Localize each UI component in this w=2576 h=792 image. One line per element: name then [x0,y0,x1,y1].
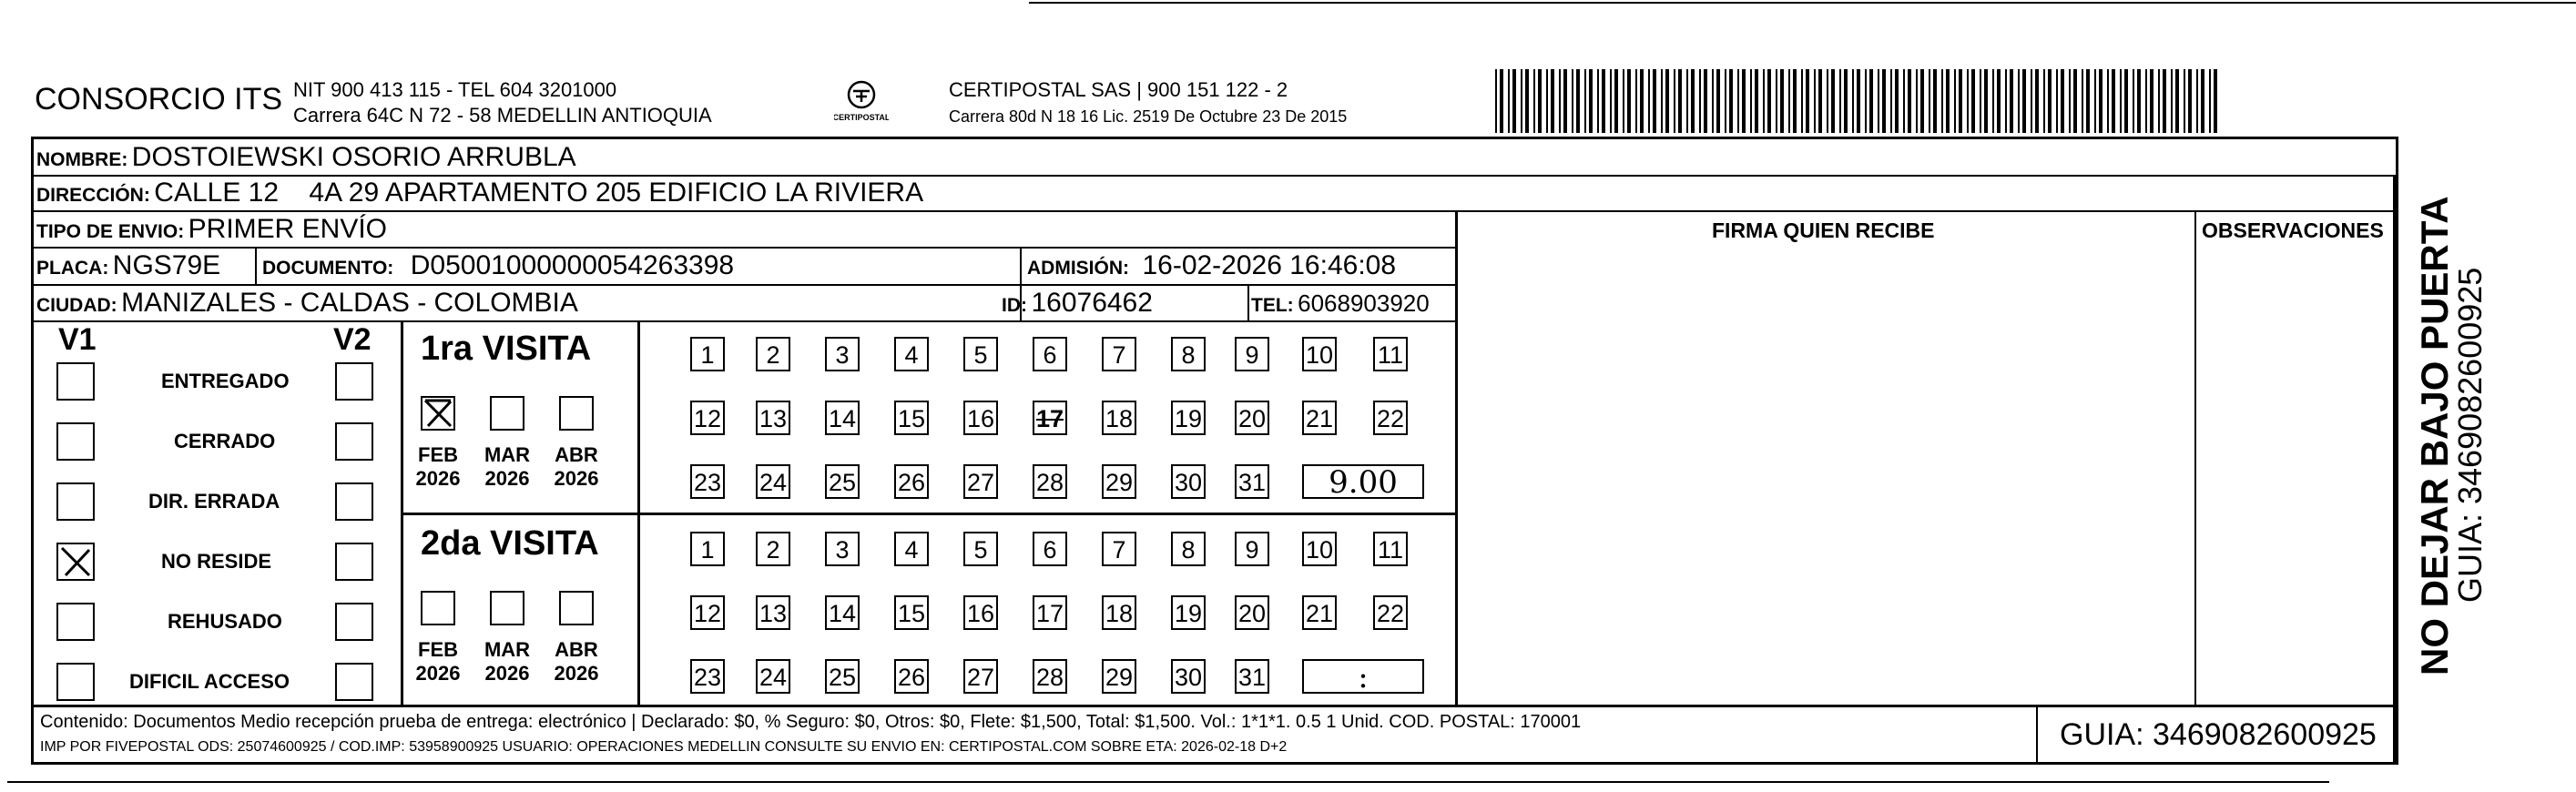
day-box[interactable]: 9 [1235,532,1269,566]
month-year: 2026 [554,467,599,490]
time-box[interactable]: : [1302,659,1424,694]
time-box[interactable]: 9.00 [1302,464,1424,499]
barcode-bar [1508,69,1510,133]
barcode-bar [1635,69,1637,133]
barcode-bar [1806,69,1809,133]
day-box[interactable]: 13 [756,401,790,435]
day-box[interactable]: 3 [825,337,860,371]
direccion-field [36,178,923,208]
ciudad-label: CIUDAD: [36,295,117,316]
month-checkbox[interactable] [421,591,455,625]
barcode-bar [1878,69,1879,133]
barcode-bar [1929,69,1930,133]
id-label: ID: [1002,295,1027,316]
barcode-bar [1916,69,1918,133]
barcode-bar [1852,69,1854,133]
barcode-bar [1793,69,1797,133]
barcode-bar [2137,69,2141,133]
side-divider [2393,175,2396,765]
admision-label: ADMISIÓN: [1027,258,1129,279]
day-box[interactable]: 22 [1373,401,1408,435]
barcode-bar [1559,69,1561,133]
barcode-bar [1533,69,1535,133]
barcode-bar [1908,69,1911,133]
barcode-bar [1992,69,1994,133]
barcode-bar [1551,69,1554,133]
placa-divider [255,247,257,284]
month-label [549,443,604,491]
tel-divider [1247,284,1249,320]
row-divider [31,320,1455,322]
barcode-bar [1844,69,1848,133]
barcode-bar [2201,69,2204,133]
day-box[interactable]: 8 [1171,337,1206,371]
day-box[interactable]: 30 [1171,659,1206,694]
barcode-bar [1903,69,1905,133]
day-box[interactable]: 10 [1302,532,1337,566]
v1-checkbox[interactable] [56,362,95,401]
barcode-bar [1755,69,1758,133]
barcode-bar [2010,69,2013,133]
day-box[interactable]: 9 [1235,337,1269,371]
barcode-bar [1610,69,1612,133]
visit-divider [401,513,1455,515]
month-name: ABR [555,638,598,661]
barcode-bar [2048,69,2052,133]
barcode-bar [1959,69,1962,133]
barcode-bar [1665,69,1669,133]
barcode-bar [2107,69,2109,133]
status-option-label: REHUSADO [168,610,282,633]
barcode-bar [1839,69,1841,133]
barcode-bar [2175,69,2179,133]
barcode-bar [1563,69,1567,133]
day-box[interactable]: 21 [1302,401,1337,435]
day-box[interactable]: 27 [963,659,998,694]
v1-checkbox[interactable] [56,543,95,581]
month-checkbox[interactable] [559,591,594,625]
day-box[interactable]: 28 [1033,659,1067,694]
footer-divider [31,705,2398,707]
barcode-bar [1538,69,1542,133]
direccion-value: CALLE 12 4A 29 APARTAMENTO 205 EDIFICIO LA RIVIERA [154,178,924,208]
day-box[interactable]: 20 [1235,401,1269,435]
company-info-line1: NIT 900 413 115 - TEL 604 3201000 [293,78,617,101]
obs-divider [2194,210,2196,705]
month-year: 2026 [484,467,530,490]
barcode-bar [2145,69,2147,133]
row-divider [31,175,2398,177]
day-box[interactable]: 30 [1171,464,1206,499]
barcode-bar [1865,69,1867,133]
barcode-bar [2184,69,2185,133]
barcode-bar [1742,69,1746,133]
barcode-bar [1971,69,1975,133]
tipo-envio-value: PRIMER ENVÍO [188,214,388,244]
barcode-bar [1576,69,1580,133]
day-box[interactable]: 7 [1102,337,1136,371]
barcode-bar [1857,69,1860,133]
barcode-bar [1704,69,1707,133]
day-box[interactable]: 13 [756,595,790,630]
barcode-bar [1716,69,1720,133]
barcode-bar [2031,69,2032,133]
month-checkbox[interactable] [421,396,455,431]
day-box[interactable]: 27 [963,464,998,499]
day-box[interactable]: 19 [1171,401,1206,435]
admision-value: 16-02-2026 16:46:08 [1142,250,1397,280]
day-box[interactable]: 5 [963,337,998,371]
barcode-bar [2150,69,2153,133]
barcode-bar [1546,69,1548,133]
day-box[interactable]: 16 [963,595,998,630]
footer-guia: GUIA: 3469082600925 [2060,717,2377,752]
day-box[interactable]: 14 [825,595,860,630]
barcode-bar [1699,69,1701,133]
day-box[interactable]: 12 [690,401,725,435]
month-year: 2026 [415,662,461,685]
day-box[interactable]: 5 [963,532,998,566]
barcode-bar [1640,69,1644,133]
day-box[interactable]: 23 [690,659,725,694]
firma-header: FIRMA QUIEN RECIBE [1712,218,1935,242]
nombre-value: DOSTOIEWSKI OSORIO ARRUBLA [131,142,576,172]
barcode-bar [2099,69,2103,133]
barcode-bar [1750,69,1752,133]
ciudad-value: MANIZALES - CALDAS - COLOMBIA [121,288,578,318]
month-label [480,638,535,685]
barcode-bar [2022,69,2026,133]
day-box[interactable]: 15 [894,401,929,435]
company-name: CONSORCIO ITS [35,82,283,117]
barcode-bar [1525,69,1529,133]
day-box[interactable]: 8 [1171,532,1206,566]
day-box[interactable]: 20 [1235,595,1269,630]
v1-checkbox[interactable] [56,422,95,461]
barcode-bar [1661,69,1663,133]
barcode-bar [1712,69,1714,133]
barcode-bar [1767,69,1771,133]
day-box[interactable]: 10 [1302,337,1337,371]
barcode-bar [2056,69,2058,133]
month-name: MAR [484,443,531,466]
barcode-bar [1831,69,1835,133]
day-box[interactable]: 1 [690,532,725,566]
id-value: 16076462 [1031,288,1153,318]
day-box[interactable]: 2 [756,532,790,566]
day-box[interactable]: 23 [690,464,725,499]
barcode-bar [1584,69,1586,133]
barcode-bar [2124,69,2128,133]
month-year: 2026 [415,467,461,490]
day-box[interactable]: 11 [1373,532,1408,566]
day-box[interactable]: 24 [756,464,790,499]
day-box[interactable]: 11 [1373,337,1408,371]
barcode-bar [2086,69,2090,133]
footer-print-line: IMP POR FIVEPOSTAL ODS: 25074600925 / COD.IMP: 53958900925 USUARIO: OPERACIONES MEDELLIN CONSULTE SU ENVIO EN: CERTIPOSTAL.COM SOBRE ETA: 2026-02-18 D+2 [40,739,1288,755]
day-box[interactable]: 16 [963,401,998,435]
barcode-bar [1933,69,1937,133]
row-divider [31,210,2398,212]
status-option-label: DIFICIL ACCESO [129,670,290,693]
v1-header: V1 [58,322,97,357]
barcode-bar [2214,69,2217,133]
row-divider [31,247,1455,249]
barcode-bar [1627,69,1631,133]
barcode-bar [1614,69,1618,133]
barcode-bar [2069,69,2071,133]
status-option-label: NO RESIDE [161,550,272,573]
barcode-bar [1818,69,1822,133]
month-checkbox[interactable] [490,591,524,625]
barcode-bar [1597,69,1599,133]
day-box[interactable]: 7 [1102,532,1136,566]
day-box[interactable]: 12 [690,595,725,630]
barcode-bar [2133,69,2134,133]
placa-value: NGS79E [112,250,221,280]
barcode-bar [2188,69,2192,133]
tipo-envio-label: TIPO DE ENVIO: [36,221,185,242]
barcode-bar [1954,69,1956,133]
barcode-bar [1827,69,1828,133]
month-checkbox[interactable] [559,396,594,431]
barcode-bar [2196,69,2198,133]
barcode-bar [2035,69,2039,133]
day-box[interactable]: 25 [825,659,860,694]
barcode-bar [1869,69,1873,133]
barcode-bar [1890,69,1892,133]
ciudad-field [36,288,578,319]
day-box[interactable]: 4 [894,337,929,371]
barcode-bar [2073,69,2077,133]
barcode-bar [1686,69,1688,133]
v1-checkbox[interactable] [56,482,95,521]
no-dejar-bajo-puerta: NO DEJAR BAJO PUERTA [2413,196,2456,675]
certipostal-logo [834,75,889,129]
tel-field [1251,289,1430,318]
day-box[interactable]: 21 [1302,595,1337,630]
barcode-bar [2112,69,2115,133]
day-box[interactable]: 3 [825,532,860,566]
barcode-bar [1801,69,1803,133]
barcode-bar [1623,69,1624,133]
barcode-bar [2005,69,2007,133]
barcode-bar [2018,69,2020,133]
nombre-label: NOMBRE: [36,149,128,170]
courier-info-line2: Carrera 80d N 18 16 Lic. 2519 De Octubre 23 De 2015 [949,107,1348,126]
tel-label: TEL: [1251,295,1294,316]
barcode-bar [1780,69,1784,133]
day-box[interactable]: 26 [894,659,929,694]
barcode-bar [1521,69,1522,133]
barcode-bar [2120,69,2122,133]
v1-checkbox[interactable] [56,603,95,641]
footer-content-line: Contenido: Documentos Medio recepción prueba de entrega: electrónico | Declarado: $0, % Seguro: $0, Otros: $0, Flete: $1,500, Total: $1,500. Vol.: 1*1*1. 0.5 1 Unid. COD. POSTAL: 170001 [40,712,1582,732]
top-edge-line [1029,2,2576,4]
svg-text:CERTIPOSTAL: CERTIPOSTAL [834,113,889,122]
month-year: 2026 [484,662,530,685]
barcode-bar [1737,69,1739,133]
documento-value: D05001000000054263398 [410,250,735,280]
tipo-envio-field [36,214,387,245]
day-box[interactable]: 15 [894,595,929,630]
footer-guia-divider [2036,705,2038,765]
barcode-bar [1572,69,1573,133]
barcode-bar [1984,69,1988,133]
day-box[interactable]: 4 [894,532,929,566]
visit-title: 2da VISITA [421,524,599,563]
day-box[interactable]: 25 [825,464,860,499]
barcode-bar [1589,69,1593,133]
day-box[interactable]: 24 [756,659,790,694]
v2-checkbox[interactable] [335,482,373,521]
day-box[interactable]: 17 [1033,595,1067,630]
day-box[interactable]: 14 [825,401,860,435]
day-box[interactable]: 19 [1171,595,1206,630]
v2-header: V2 [333,322,372,357]
barcode-bar [1512,69,1516,133]
status-option-label: ENTREGADO [161,370,290,392]
placa-field [36,250,220,281]
documento-label: DOCUMENTO: [262,258,394,279]
barcode-bar [2209,69,2211,133]
barcode-bar [1776,69,1777,133]
observaciones-header: OBSERVACIONES [2202,218,2384,242]
bottom-edge-line [7,781,2329,783]
day-box[interactable]: 29 [1102,464,1136,499]
barcode-bar [1674,69,1675,133]
placa-label: PLACA: [36,258,109,279]
barcode-bar [2163,69,2166,133]
month-year: 2026 [554,662,599,685]
v2-checkbox[interactable] [335,663,373,701]
v2-checkbox[interactable] [335,362,373,401]
v2-checkbox[interactable] [335,543,373,581]
month-name: MAR [484,638,531,661]
day-box[interactable]: 17 [1033,401,1067,435]
day-box[interactable]: 22 [1373,595,1408,630]
direccion-label: DIRECCIÓN: [36,185,150,206]
barcode-bar [2158,69,2160,133]
day-box[interactable]: 18 [1102,401,1136,435]
v2-checkbox[interactable] [335,603,373,641]
barcode-bar [1725,69,1726,133]
barcode-bar [1602,69,1605,133]
month-label [549,638,604,685]
status-divider [401,320,403,705]
barcode-bar [1814,69,1816,133]
month-name: ABR [555,443,598,466]
day-box[interactable]: 31 [1235,659,1269,694]
day-box[interactable]: 2 [756,337,790,371]
month-name: FEB [418,638,458,661]
courier-info-line1: CERTIPOSTAL SAS | 900 151 122 - 2 [949,78,1288,101]
day-box[interactable]: 6 [1033,337,1067,371]
day-box[interactable]: 28 [1033,464,1067,499]
month-label [411,443,465,491]
barcode-bar [1980,69,1981,133]
status-option-label: DIR. ERRADA [148,490,280,513]
day-box[interactable]: 31 [1235,464,1269,499]
barcode-bar [1920,69,1924,133]
month-label [480,443,535,491]
barcode-bar [1895,69,1899,133]
documento-field [262,250,734,281]
day-box[interactable]: 26 [894,464,929,499]
tel-value: 6068903920 [1298,289,1430,317]
firma-divider [1455,210,1458,705]
day-box[interactable]: 29 [1102,659,1136,694]
months-divider [637,320,640,705]
side-guia: GUIA: 3469082600925 [2451,267,2489,603]
v1-checkbox[interactable] [56,663,95,701]
barcode-bar [1691,69,1695,133]
status-option-label: CERRADO [174,430,276,452]
barcode-bar [1648,69,1650,133]
barcode-bar [1763,69,1765,133]
barcode-bar [1495,69,1497,133]
barcode-bar [2094,69,2096,133]
barcode-bar [1788,69,1790,133]
month-name: FEB [418,443,458,466]
barcode-bar [1653,69,1656,133]
day-box[interactable]: 1 [690,337,725,371]
barcode-bar [2061,69,2064,133]
barcode-bar [1500,69,1503,133]
nombre-field [36,142,576,173]
barcode [1495,69,2224,133]
day-box[interactable]: 6 [1033,532,1067,566]
id-field [1002,288,1153,319]
barcode-bar [1882,69,1886,133]
barcode-bar [1678,69,1682,133]
barcode-bar [2043,69,2045,133]
day-box[interactable]: 18 [1102,595,1136,630]
barcode-bar [2171,69,2173,133]
row-divider [31,284,1455,286]
admision-field [1027,250,1396,281]
barcode-bar [2082,69,2083,133]
month-label [411,638,465,685]
barcode-bar [1997,69,2001,133]
visit-title: 1ra VISITA [421,330,592,368]
v2-checkbox[interactable] [335,422,373,461]
barcode-bar [1967,69,1969,133]
barcode-bar [1946,69,1950,133]
barcode-bar [1729,69,1733,133]
barcode-bar [1941,69,1943,133]
month-checkbox[interactable] [490,396,524,431]
company-info-line2: Carrera 64C N 72 - 58 MEDELLIN ANTIOQUIA [293,104,712,127]
